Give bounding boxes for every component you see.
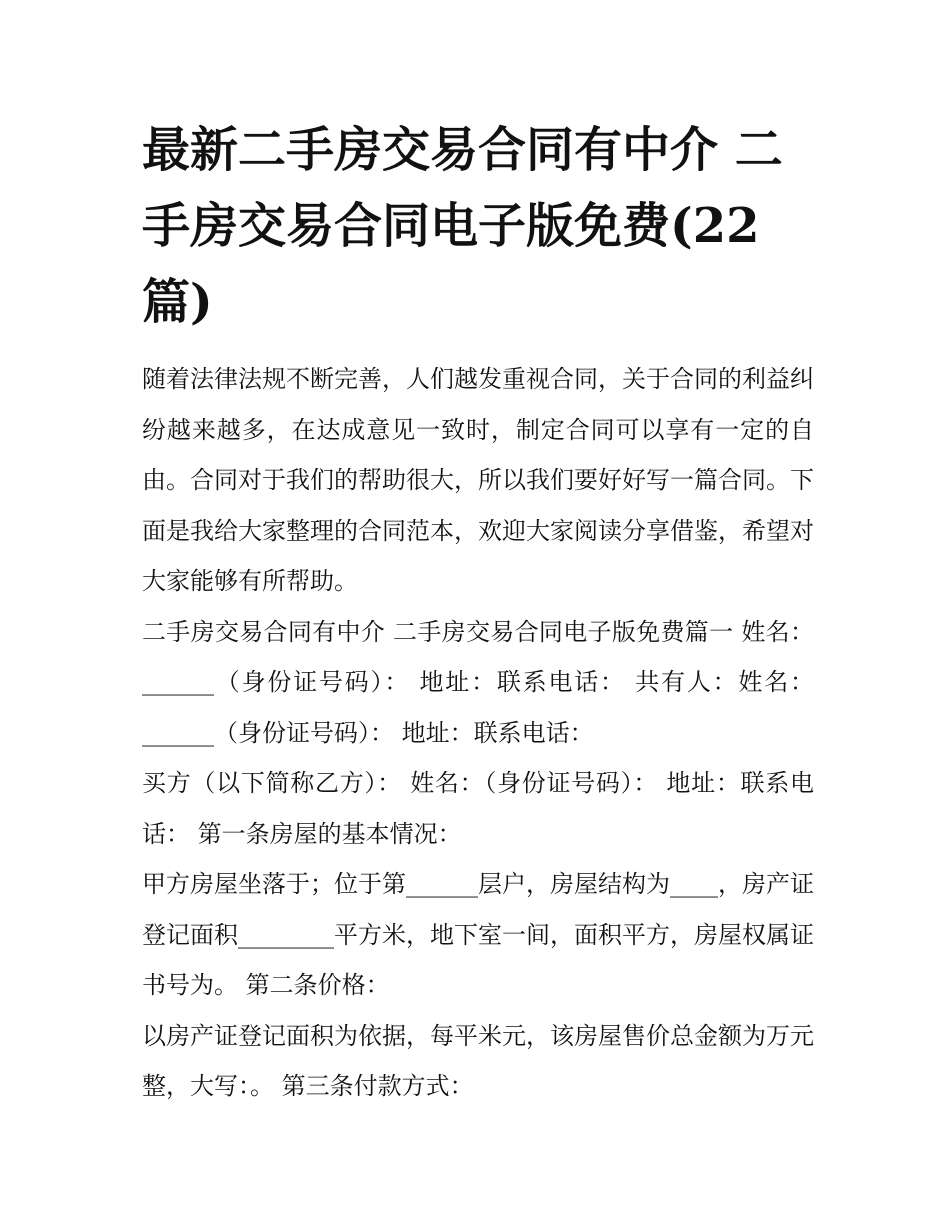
property-info-paragraph: 甲方房屋坐落于；位于第______层户，房屋结构为____，房产证登记面积________平方米，地下室一间，面积平方，房屋权属证书号为。 第二条价格：	[142, 870, 814, 999]
intro-paragraph: 随着法律法规不断完善，人们越发重视合同，关于合同的利益纠纷越来越多，在达成意见一致时，制定合同可以享有一定的自由。合同对于我们的帮助很大，所以我们要好好写一篇合同。下面是我给大家整理的合同范本，欢迎大家阅读分享借鉴，希望对大家能够有所帮助。	[142, 365, 814, 595]
document-title: 最新二手房交易合同有中介 二手房交易合同电子版免费(22篇)	[142, 122, 783, 330]
buyer-paragraph: 买方（以下简称乙方）： 姓名：（身份证号码）： 地址：联系电话： 第一条房屋的基本情况：	[142, 769, 814, 848]
price-paragraph: 以房产证登记面积为依据，每平米元，该房屋售价总金额为万元整，大写：。 第三条付款方式：	[142, 1021, 814, 1100]
contract-parties-paragraph: 二手房交易合同有中介 二手房交易合同电子版免费篇一 姓名：______（身份证号码）： 地址：联系电话： 共有人：姓名：______（身份证号码）： 地址：联系电话：	[142, 617, 814, 747]
document-page	[142, 112, 814, 1112]
